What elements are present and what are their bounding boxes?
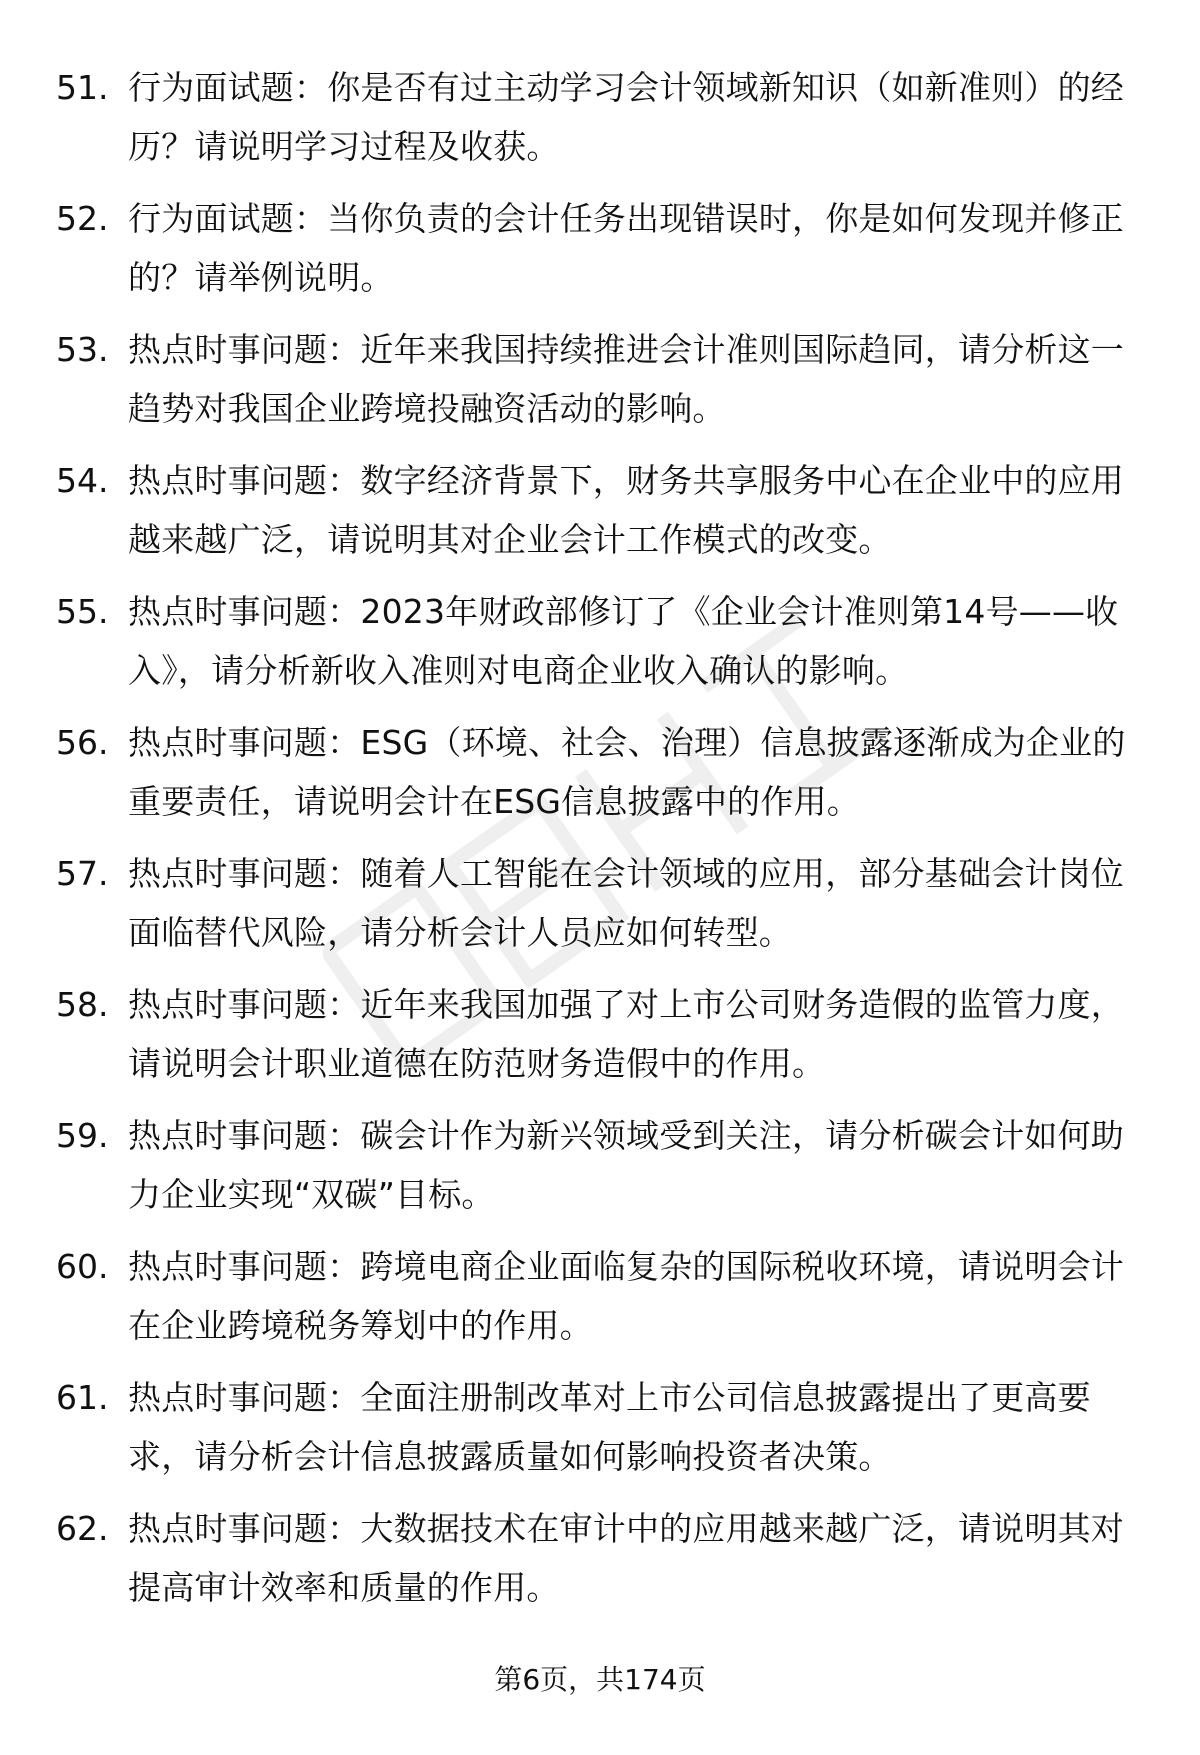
question-item [0,1106,1200,1237]
question-number: 56. [56,723,109,762]
question-number: 53. [56,330,109,369]
question-number: 60. [56,1247,109,1286]
question-item [0,451,1200,582]
question-number: 52. [56,199,109,238]
question-number: 57. [56,854,109,893]
question-text: 热点时事问题：近年来我国加强了对上市公司财务造假的监管力度，请说明会计职业道德在防范财务造假中的作用。 [128,985,1124,1083]
question-text: 热点时事问题：全面注册制改革对上市公司信息披露提出了更高要求，请分析会计信息披露质量如何影响投资者决策。 [128,1378,1091,1476]
question-item [0,320,1200,451]
question-number: 61. [56,1378,109,1417]
question-text: 热点时事问题：碳会计作为新兴领域受到关注，请分析碳会计如何助力企业实现“双碳”目标。 [128,1116,1124,1214]
question-item [0,1237,1200,1368]
question-text: 热点时事问题：ESG（环境、社会、治理）信息披露逐渐成为企业的重要责任，请说明会计在ESG信息披露中的作用。 [128,723,1126,821]
question-text: 热点时事问题：大数据技术在审计中的应用越来越广泛，请说明其对提高审计效率和质量的作用。 [128,1509,1124,1607]
question-text: 热点时事问题：近年来我国持续推进会计准则国际趋同，请分析这一趋势对我国企业跨境投融资活动的影响。 [128,330,1124,428]
page-number-footer: 第6页，共174页 [494,1663,706,1696]
question-number: 58. [56,985,109,1024]
question-item [0,58,1200,189]
question-text: 热点时事问题：随着人工智能在会计领域的应用，部分基础会计岗位面临替代风险，请分析会计人员应如何转型。 [128,854,1124,952]
question-item [0,189,1200,320]
question-number: 59. [56,1116,109,1155]
question-text: 热点时事问题：跨境电商企业面临复杂的国际税收环境，请说明会计在企业跨境税务筹划中的作用。 [128,1247,1124,1345]
question-item [0,1368,1200,1499]
question-item [0,713,1200,844]
question-item [0,582,1200,713]
question-number: 62. [56,1509,109,1548]
question-number: 54. [56,461,109,500]
question-number: 51. [56,68,109,107]
question-number: 55. [56,592,109,631]
question-item [0,1499,1200,1630]
question-text: 行为面试题：你是否有过主动学习会计领域新知识（如新准则）的经历？请说明学习过程及收获。 [128,68,1124,166]
question-text: 行为面试题：当你负责的会计任务出现错误时，你是如何发现并修正的？请举例说明。 [128,199,1124,297]
question-item [0,975,1200,1106]
question-list [0,58,1200,1630]
question-text: 热点时事问题：数字经济背景下，财务共享服务中心在企业中的应用越来越广泛，请说明其对企业会计工作模式的改变。 [128,461,1124,559]
question-text: 热点时事问题：2023年财政部修订了《企业会计准则第14号——收入》，请分析新收入准则对电商企业收入确认的影响。 [128,592,1119,690]
question-item [0,844,1200,975]
